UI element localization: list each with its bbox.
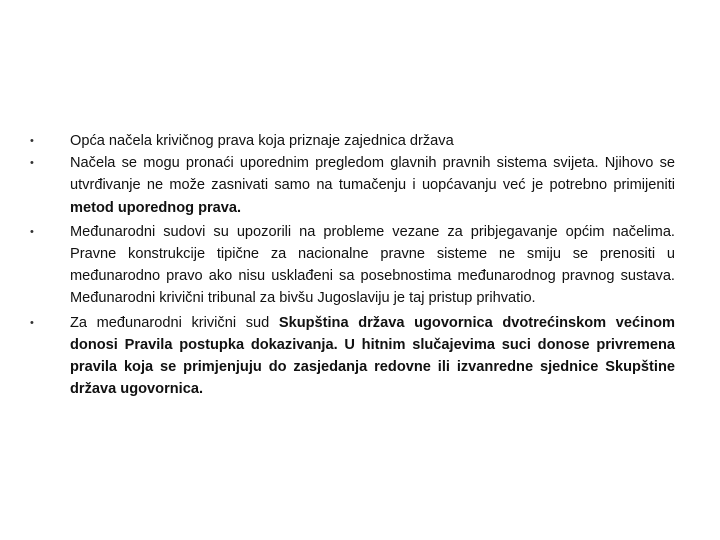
bullet-text-2: Načela se mogu pronaći uporednim pregledom glavnih pravnih sistema svijeta. Njihovo se utvrđivanje ne može zasnivati samo na tumačenju i uopćavanju već je potrebno primijeniti (70, 155, 675, 194)
bullet-icon: • (30, 135, 34, 147)
bullet-text-3: Međunarodni sudovi su upozorili na probleme vezane za pribjegavanje općim načelima. Pravne konstrukcije tipične za nacionalne pravne sisteme ne smiju se prenositi u međunarodno pravo ako nisu usklađeni sa posebnostima međunarodnog pravnog sustava. Međunarodni krivični tribunal za bivšu Jugoslaviju je taj pristup prihvatio. (70, 223, 675, 307)
bullet-icon: • (30, 157, 34, 170)
bullet-icon: • (30, 225, 34, 238)
bullet-item-4 (30, 312, 675, 401)
bullet-text-2-bold: metod uporednog prava. (70, 199, 242, 216)
bullet-list (30, 130, 675, 402)
bullet-text-4-bold: Skupština država ugovornica dvotrećinskom većinom donosi Pravila postupka dokazivanja. U hitnim slučajevima suci donose privremena pravila koja se primjenjuju do zasjedanja redovne ili izvanredne sjednice Skupštine država ugovornica. (70, 314, 675, 398)
bullet-item-3 (30, 221, 675, 310)
bullet-text-4: Za međunarodni krivični sud (70, 314, 279, 331)
bullet-text-1: Opća načela krivičnog prava koja priznaje zajednica država (70, 133, 454, 149)
bullet-item-1 (30, 130, 675, 152)
bullet-icon: • (30, 316, 34, 329)
bullet-item-2 (30, 152, 675, 219)
